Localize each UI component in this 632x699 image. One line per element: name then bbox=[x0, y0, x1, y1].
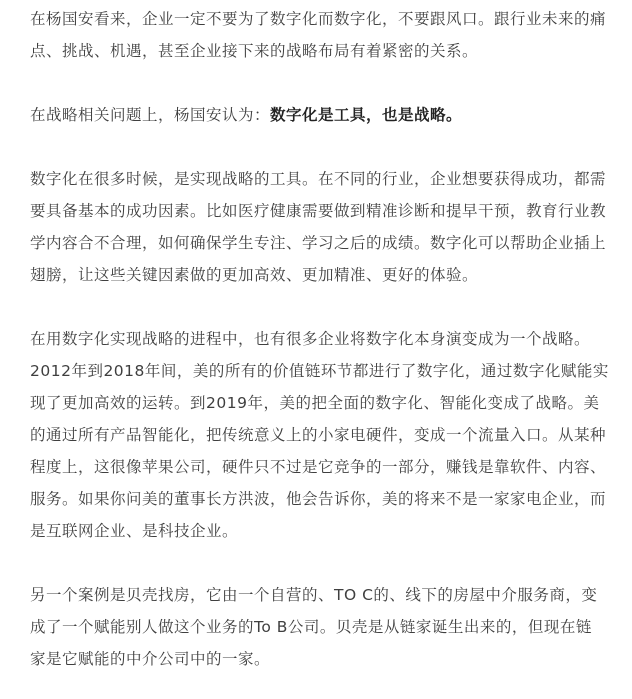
paragraph-line: 点、挑战、机遇，甚至企业接下来的战略布局有着紧密的关系。 bbox=[30, 42, 479, 60]
paragraph-line: 在用数字化实现战略的进程中，也有很多企业将数字化本身演变成为一个战略。 bbox=[30, 330, 591, 348]
paragraph-line: 学内容合不合理，如何确保学生专注、学习之后的成绩。数字化可以帮助企业插上 bbox=[30, 234, 607, 252]
paragraph-line: 成了一个赋能别人做这个业务的To B公司。贝壳是从链家诞生出来的，但现在链 bbox=[30, 618, 592, 636]
paragraph-lead-text: 在战略相关问题上，杨国安认为： bbox=[30, 106, 271, 124]
paragraph-line: 在杨国安看来，企业一定不要为了数字化而数字化，不要跟风口。跟行业未来的痛 bbox=[30, 10, 607, 28]
paragraph-line: 另一个案例是贝壳找房，它由一个自营的、TO C的、线下的房屋中介服务商，变 bbox=[30, 586, 598, 604]
paragraph-2 bbox=[30, 99, 602, 131]
paragraph-line: 服务。如果你问美的董事长方洪波，他会告诉你，美的将来不是一家家电企业，而 bbox=[30, 490, 607, 508]
paragraph-line: 翅膀，让这些关键因素做的更加高效、更加精准、更好的体验。 bbox=[30, 266, 479, 284]
emphasis-text: 数字化是工具，也是战略。 bbox=[270, 106, 463, 124]
paragraph-line: 2012年到2018年间，美的所有的价值链环节都进行了数字化，通过数字化赋能实 bbox=[30, 362, 609, 380]
paragraph-1 bbox=[30, 0, 607, 67]
paragraph-line: 是互联网企业、是科技企业。 bbox=[30, 522, 239, 540]
paragraph-line: 要具备基本的成功因素。比如医疗健康需要做到精准诊断和提早干预，教育行业教 bbox=[30, 202, 607, 220]
paragraph-3 bbox=[30, 163, 607, 291]
paragraph-line: 程度上，这很像苹果公司，硬件只不过是它竞争的一部分，赚钱是靠软件、内容、 bbox=[30, 458, 607, 476]
paragraph-4 bbox=[30, 323, 609, 547]
paragraph-line: 的通过所有产品智能化，把传统意义上的小家电硬件，变成一个流量入口。从某种 bbox=[30, 426, 607, 444]
paragraph-5 bbox=[30, 579, 602, 675]
paragraph-line bbox=[30, 99, 602, 131]
paragraph-line: 数字化在很多时候，是实现战略的工具。在不同的行业，企业想要获得成功，都需 bbox=[30, 170, 607, 188]
paragraph-line: 现了更加高效的运转。到2019年，美的把全面的数字化、智能化变成了战略。美 bbox=[30, 394, 600, 412]
paragraph-line: 家是它赋能的中介公司中的一家。 bbox=[30, 650, 271, 668]
